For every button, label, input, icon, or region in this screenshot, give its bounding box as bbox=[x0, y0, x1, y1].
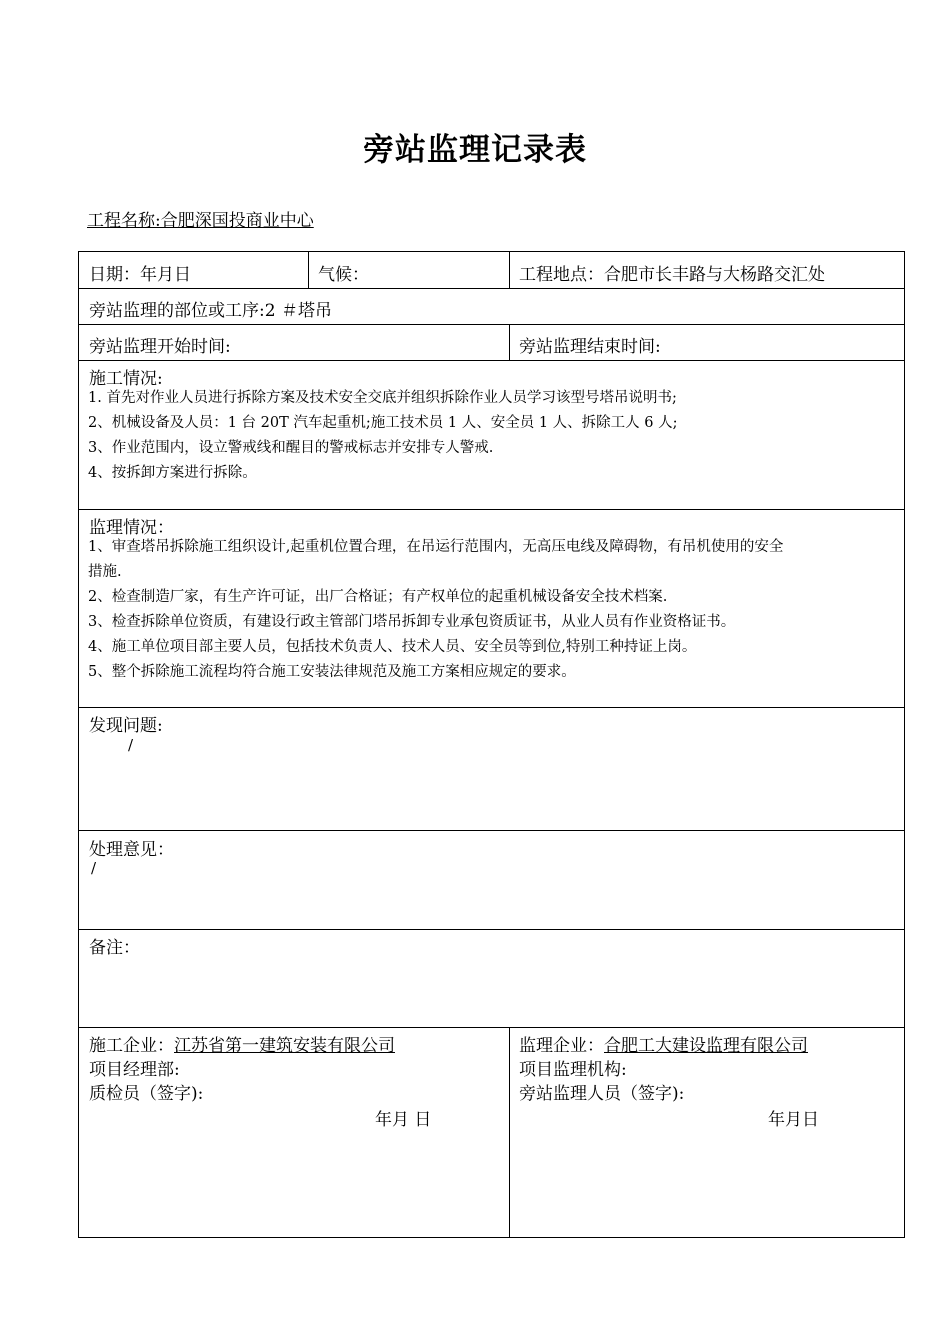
supervisor-company-label: 监理企业： bbox=[519, 1036, 604, 1056]
remarks-section bbox=[78, 929, 905, 1028]
contractor-company-name: 江苏省第一建筑安装有限公司 bbox=[174, 1036, 395, 1056]
opinion-section bbox=[78, 830, 905, 930]
row-part bbox=[78, 288, 905, 325]
supervision-line: 3、检查拆除单位资质，有建设行政主管部门塔吊拆卸专业承包资质证书，从业人员有作业资格证书。 bbox=[88, 614, 736, 630]
supervision-line: 1、审查塔吊拆除施工组织设计,起重机位置合理，在吊运行范围内，无高压电线及障碍物，有吊机使用的安全 bbox=[88, 539, 784, 555]
construction-section bbox=[78, 360, 905, 510]
row-times bbox=[78, 324, 905, 361]
construction-line: 4、按拆卸方案进行拆除。 bbox=[88, 465, 257, 481]
construction-line: 2、机械设备及人员：1 台 20T 汽车起重机;施工技术员 1 人、安全员 1 人、拆除工人 6 人; bbox=[88, 415, 678, 431]
problems-heading: 发现问题: bbox=[89, 716, 163, 736]
end-time-field: 旁站监理结束时间: bbox=[519, 337, 661, 357]
project-name: 工程名称:合肥深国投商业中心 bbox=[87, 211, 314, 231]
location-field: 工程地点：合肥市长丰路与大杨路交汇处 bbox=[519, 265, 825, 285]
problems-section bbox=[78, 707, 905, 831]
start-time-field: 旁站监理开始时间: bbox=[89, 337, 231, 357]
remarks-heading: 备注： bbox=[89, 938, 140, 958]
supervision-section bbox=[78, 509, 905, 708]
contractor-company bbox=[89, 1031, 395, 1056]
divider bbox=[509, 325, 510, 360]
construction-heading: 施工情况: bbox=[89, 369, 163, 389]
supervision-agency: 项目监理机构: bbox=[519, 1060, 627, 1080]
supervisor-staff-signature: 旁站监理人员（签字): bbox=[519, 1084, 685, 1104]
opinion-heading: 处理意见： bbox=[89, 840, 174, 860]
supervision-line: 措施. bbox=[88, 564, 122, 580]
opinion-value: / bbox=[91, 859, 97, 877]
supervisor-company-name: 合肥工大建设监理有限公司 bbox=[604, 1036, 808, 1056]
divider bbox=[509, 1028, 510, 1237]
supervisor-date: 年月日 bbox=[768, 1110, 819, 1130]
supervision-heading: 监理情况： bbox=[89, 518, 174, 538]
page-title: 旁站监理记录表 bbox=[363, 132, 587, 168]
row-date-weather-location bbox=[78, 251, 905, 289]
supervisor-company bbox=[519, 1031, 808, 1056]
contractor-date: 年月 日 bbox=[375, 1110, 432, 1130]
project-manager-dept: 项目经理部: bbox=[89, 1060, 180, 1080]
construction-line: 1. 首先对作业人员进行拆除方案及技术安全交底并组织拆除作业人员学习该型号塔吊说明书; bbox=[88, 390, 677, 406]
divider bbox=[509, 252, 510, 288]
divider bbox=[308, 252, 309, 288]
quality-inspector-signature: 质检员（签字): bbox=[89, 1084, 204, 1104]
supervision-line: 4、施工单位项目部主要人员，包括技术负责人、技术人员、安全员等到位,特别工种持证上岗。 bbox=[88, 639, 697, 655]
supervision-line: 5、整个拆除施工流程均符合施工安装法律规范及施工方案相应规定的要求。 bbox=[88, 664, 576, 680]
part-field: 旁站监理的部位或工序:2 ＃塔吊 bbox=[89, 301, 332, 321]
problems-value: / bbox=[128, 736, 134, 754]
date-field: 日期：年月日 bbox=[89, 265, 191, 285]
supervision-line: 2、检查制造厂家，有生产许可证，出厂合格证；有产权单位的起重机械设备安全技术档案. bbox=[88, 589, 668, 605]
contractor-company-label: 施工企业： bbox=[89, 1036, 174, 1056]
construction-line: 3、作业范围内，设立警戒线和醒目的警戒标志并安排专人警戒. bbox=[88, 440, 494, 456]
signoff-section bbox=[78, 1027, 905, 1238]
weather-field: 气候： bbox=[318, 265, 369, 285]
